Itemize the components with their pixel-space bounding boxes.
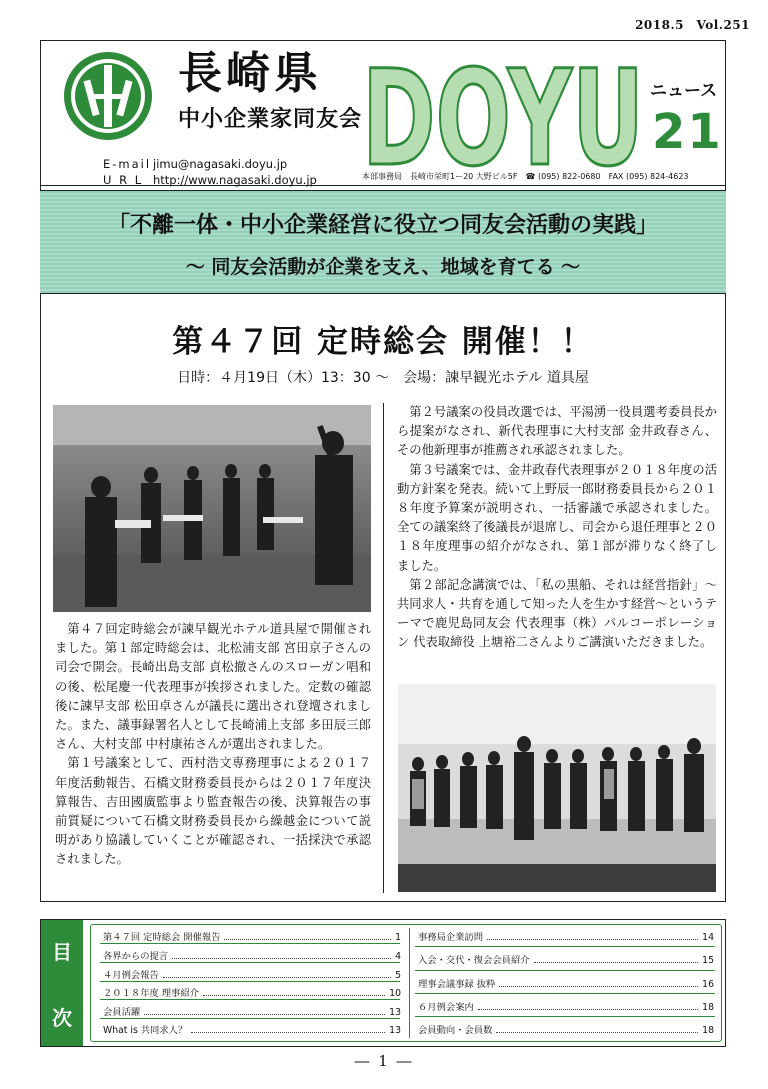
- toc-item-page: 16: [702, 979, 714, 990]
- toc-item-title: 会員動向・会員数: [418, 1025, 493, 1036]
- office-address: 本部事務局 長崎市栄町1ー20 大野ビル5F ☎ (095) 822-0680 FAX (095) 824-4623: [362, 172, 689, 181]
- toc-item-page: 10: [389, 988, 401, 999]
- article-paragraph: 第１号議案として、西村浩文専務理事による２０１７年度活動報告、石橋文財務委員長からは２０１７年度決算報告、吉田國廣監事より監査報告の後、決算報告の事前質疑について石橋文財務委員長から繰越金について説明があり協議していくことが確認され、一括採決で承認されました。: [55, 756, 371, 867]
- toc-separator: [100, 981, 400, 982]
- toc-item-page: 1: [395, 932, 401, 943]
- toc-item-title: ６月例会案内: [418, 1002, 474, 1013]
- org-prefecture: 長崎県: [178, 48, 322, 99]
- toast-photo: [53, 405, 371, 612]
- doyu-logo-text: DOYU: [362, 42, 644, 174]
- slogan-sub: ～ 同友会活動が企業を支え、地域を育てる ～: [185, 256, 581, 278]
- toc-separator: [415, 993, 715, 994]
- toc-label: [41, 920, 83, 1046]
- article-paragraph: 第２号議案の役員改選では、平湯湧一役員選考委員長から提案がなされ、新代表理事に大村支部 金井政春さん、その他新理事が推薦され承認されました。: [397, 405, 717, 458]
- article-paragraph: 第４７回定時総会が諫早観光ホテル道具屋で開催されました。第１部定時総会は、北松浦支部 宮田京子さんの司会で開会。長崎出島支部 貞松撤さんのスローガン唱和の後、松尾慶一代表理事が挨拶されました。定数の確認後に諫早支部 松田卓さんが議長に選出され登壇されました。また、議事録署名人として長崎浦上支部 多田辰三郎さん、大村支部 中村康祐さんが選出されました。: [55, 622, 371, 752]
- toc-item-title: 各界からの提言: [103, 951, 169, 962]
- toc-item[interactable]: [103, 985, 401, 999]
- toc-item-title: 入会・交代・復会会員紹介: [418, 955, 530, 966]
- toc-divider: [409, 928, 410, 1038]
- toc-item[interactable]: [103, 967, 401, 981]
- toc-item-title: ４月例会報告: [103, 970, 159, 981]
- toc-separator: [415, 946, 715, 947]
- column-divider: [383, 403, 384, 893]
- toc-item-title: 第４７回 定時総会 開催報告: [103, 932, 221, 943]
- article-paragraph: 第２部記念講演では、「私の黒船、それは経営指針」～共同求人・共育を通して知った人を生かす経営～というテーマで鹿児島同友会 代表理事（株）パルコーポレーション 代表取締役 上塘裕二さんよりご講演いただきました。: [397, 577, 717, 650]
- toc-separator: [415, 1016, 715, 1017]
- toc-item[interactable]: [103, 1004, 401, 1018]
- article-headline: 第４７回 定時総会 開催！！: [172, 324, 594, 360]
- article-paragraph: 第３号議案では、金井政春代表理事が２０１８年度の活動方針案を発表。続いて上野辰一郎財務委員長から２０１８年度予算案が説明され、一括審議で承認されました。全ての議案終了後議長が退席し、司会から退任理事と２０１８年度理事の紹介がなされ、第１部が滞りなく終了しました。: [397, 462, 717, 573]
- toc-item[interactable]: [418, 929, 714, 943]
- article-right-column: [397, 403, 717, 653]
- toc-item[interactable]: [418, 999, 714, 1013]
- toc-item-page: 18: [702, 1002, 714, 1013]
- toc-item-page: 15: [702, 955, 714, 966]
- toc-item[interactable]: [103, 929, 401, 943]
- toc-separator: [100, 1018, 400, 1019]
- email-label: E-mail: [103, 157, 152, 171]
- toc-item-page: 13: [389, 1025, 401, 1036]
- news-label: ニュース: [650, 81, 718, 101]
- toc-item-title: 事務局企業訪問: [418, 932, 484, 943]
- toc-item-page: 4: [395, 951, 401, 962]
- toc-item-page: 18: [702, 1025, 714, 1036]
- toc-item-title: 理事会議事録 抜粋: [418, 979, 496, 990]
- toc-item-page: 14: [702, 932, 714, 943]
- page-number: ― 1 ―: [354, 1052, 414, 1070]
- toc-item-page: 5: [395, 970, 401, 981]
- toc-item-title: What is 共同求人？: [103, 1025, 188, 1036]
- org-name: 中小企業家同友会: [178, 107, 363, 132]
- article-dateline: 日時：４月19日（木）13：30 ～ 会場：諫早観光ホテル 道具屋: [177, 370, 589, 386]
- doyukai-emblem-icon: [62, 50, 154, 142]
- toc-item[interactable]: [103, 1022, 401, 1036]
- doyu-logo: [358, 34, 648, 174]
- toc-item-title: 会員活躍: [103, 1007, 141, 1018]
- toc-item[interactable]: [103, 948, 401, 962]
- url-link[interactable]: http://www.nagasaki.doyu.jp: [153, 173, 317, 187]
- email-link[interactable]: jimu@nagasaki.doyu.jp: [153, 157, 288, 171]
- toc-item[interactable]: [418, 976, 714, 990]
- toc-item-page: 13: [389, 1007, 401, 1018]
- toc-item-title: ２０１８年度 理事紹介: [103, 988, 199, 999]
- toc-label-top: 目: [52, 940, 72, 964]
- toc-separator: [100, 943, 400, 944]
- toc-item[interactable]: [418, 1022, 714, 1036]
- toc-label-bottom: 次: [52, 1006, 72, 1030]
- toc-separator: [100, 999, 400, 1000]
- issue-volume: 2018.5 Vol.251: [635, 18, 750, 32]
- stage-group-photo: [398, 684, 716, 892]
- contact-info: [103, 156, 317, 188]
- toc-separator: [415, 970, 715, 971]
- toc-separator: [100, 962, 400, 963]
- toc-item[interactable]: [418, 952, 714, 966]
- slogan-main: 「不離一体・中小企業経営に役立つ同友会活動の実践」: [107, 213, 658, 238]
- issue-number: 21: [652, 104, 723, 160]
- article-left-column: [55, 620, 371, 870]
- url-label: U R L: [103, 173, 144, 187]
